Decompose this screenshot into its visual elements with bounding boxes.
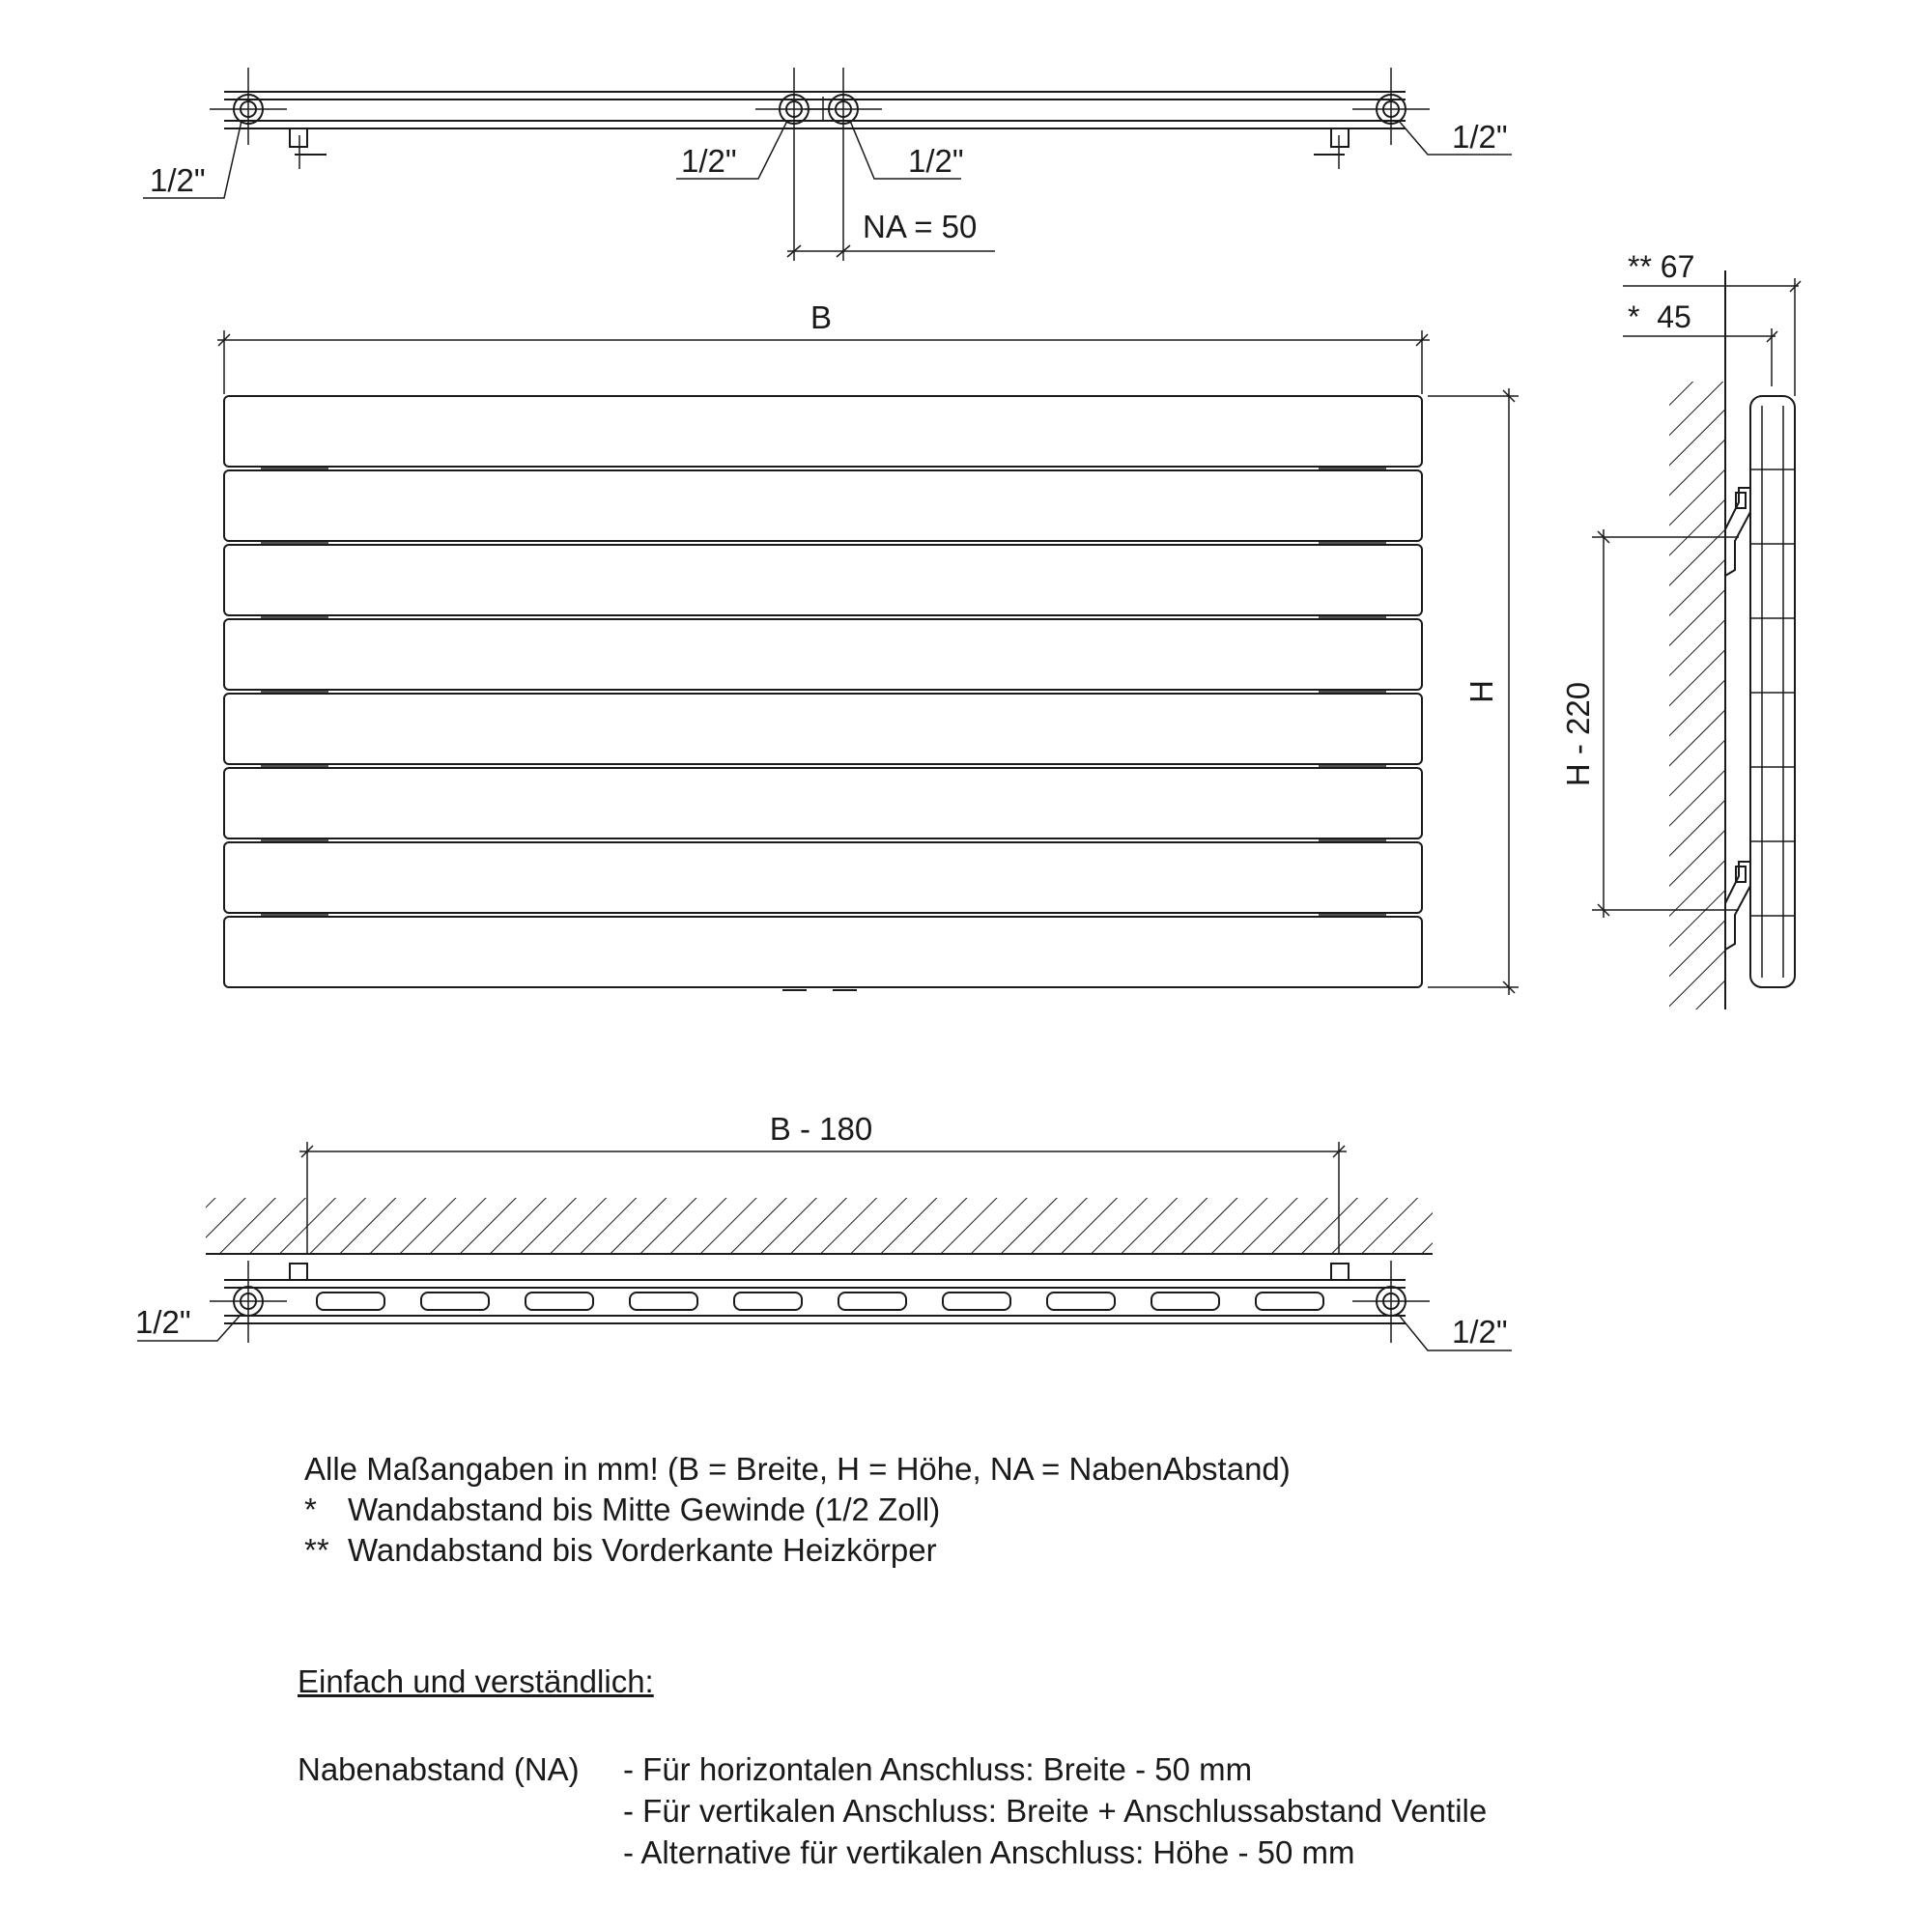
panel — [224, 768, 1422, 838]
conn-label-bottom-left: 1/2" — [135, 1304, 191, 1340]
wall-hatch-side — [1669, 382, 1725, 1009]
connection-circle-bottom-right — [1352, 1261, 1430, 1343]
hub-distance-item: - Für vertikalen Anschluss: Breite + Anschlussabstand Ventile — [623, 1793, 1488, 1829]
panel — [224, 545, 1422, 615]
hub-distance-item: - Alternative für vertikalen Anschluss: Höhe - 50 mm — [623, 1834, 1355, 1870]
hub-distance-label: Nabenabstand (NA) — [298, 1751, 580, 1787]
panel — [224, 917, 1422, 987]
bracket-spacing-horizontal-label: B - 180 — [769, 1111, 873, 1147]
vent-slots — [317, 1293, 1323, 1310]
connection-circle-left — [210, 68, 287, 145]
note-thread-distance-text: Wandabstand bis Mitte Gewinde (1/2 Zoll) — [348, 1492, 941, 1527]
thread-depth-label: * 45 — [1628, 299, 1691, 334]
panel — [224, 470, 1422, 541]
note-marker-double: ** — [304, 1532, 329, 1568]
radiator-panels — [224, 396, 1422, 990]
front-depth-label: ** 67 — [1628, 249, 1695, 284]
connection-circle-right — [1352, 68, 1430, 145]
note-marker-single: * — [304, 1492, 317, 1527]
conn-label-top-left: 1/2" — [150, 162, 206, 198]
wall-hatch-bottom — [206, 1198, 1433, 1254]
note-front-distance-text: Wandabstand bis Vorderkante Heizkörper — [348, 1532, 937, 1568]
side-view — [1560, 249, 1801, 1009]
panel — [224, 619, 1422, 690]
width-label: B — [810, 299, 833, 335]
bracket-bottom-right — [1331, 1264, 1349, 1280]
na-dimension-label: NA = 50 — [863, 209, 978, 244]
conn-label-top-right: 1/2" — [1452, 119, 1508, 155]
conn-label-top-mid-left: 1/2" — [681, 143, 737, 179]
connection-circle-mid-left — [755, 68, 833, 261]
bottom-view — [135, 1111, 1512, 1350]
connection-circle-bottom-left — [210, 1261, 287, 1343]
conn-label-bottom-right: 1/2" — [1452, 1314, 1508, 1350]
note-front-distance — [304, 1530, 1753, 1571]
conn-label-top-mid-right: 1/2" — [908, 143, 964, 179]
panel — [224, 396, 1422, 467]
radiator-profile — [1750, 396, 1795, 987]
front-view — [217, 299, 1519, 995]
bracket-bottom-left — [290, 1264, 307, 1280]
panel — [224, 842, 1422, 913]
bracket-top-right — [1314, 128, 1349, 169]
hub-distance-list — [623, 1748, 1487, 1873]
height-label: H — [1463, 680, 1499, 703]
bracket-top-left — [290, 128, 327, 169]
top-view — [143, 68, 1512, 261]
dimension-notes — [304, 1449, 1753, 1571]
bracket-side-lower — [1725, 862, 1750, 950]
hub-distance-item: - Für horizontalen Anschluss: Breite - 50 mm — [623, 1751, 1253, 1787]
note-thread-distance — [304, 1490, 1753, 1530]
bracket-side-upper — [1725, 488, 1750, 576]
bracket-spacing-vertical-label: H - 220 — [1560, 681, 1596, 787]
units-note: Alle Maßangaben in mm! (B = Breite, H = Höhe, NA = NabenAbstand) — [304, 1451, 1291, 1487]
panel — [224, 694, 1422, 764]
summary-heading: Einfach und verständlich: — [298, 1663, 654, 1699]
